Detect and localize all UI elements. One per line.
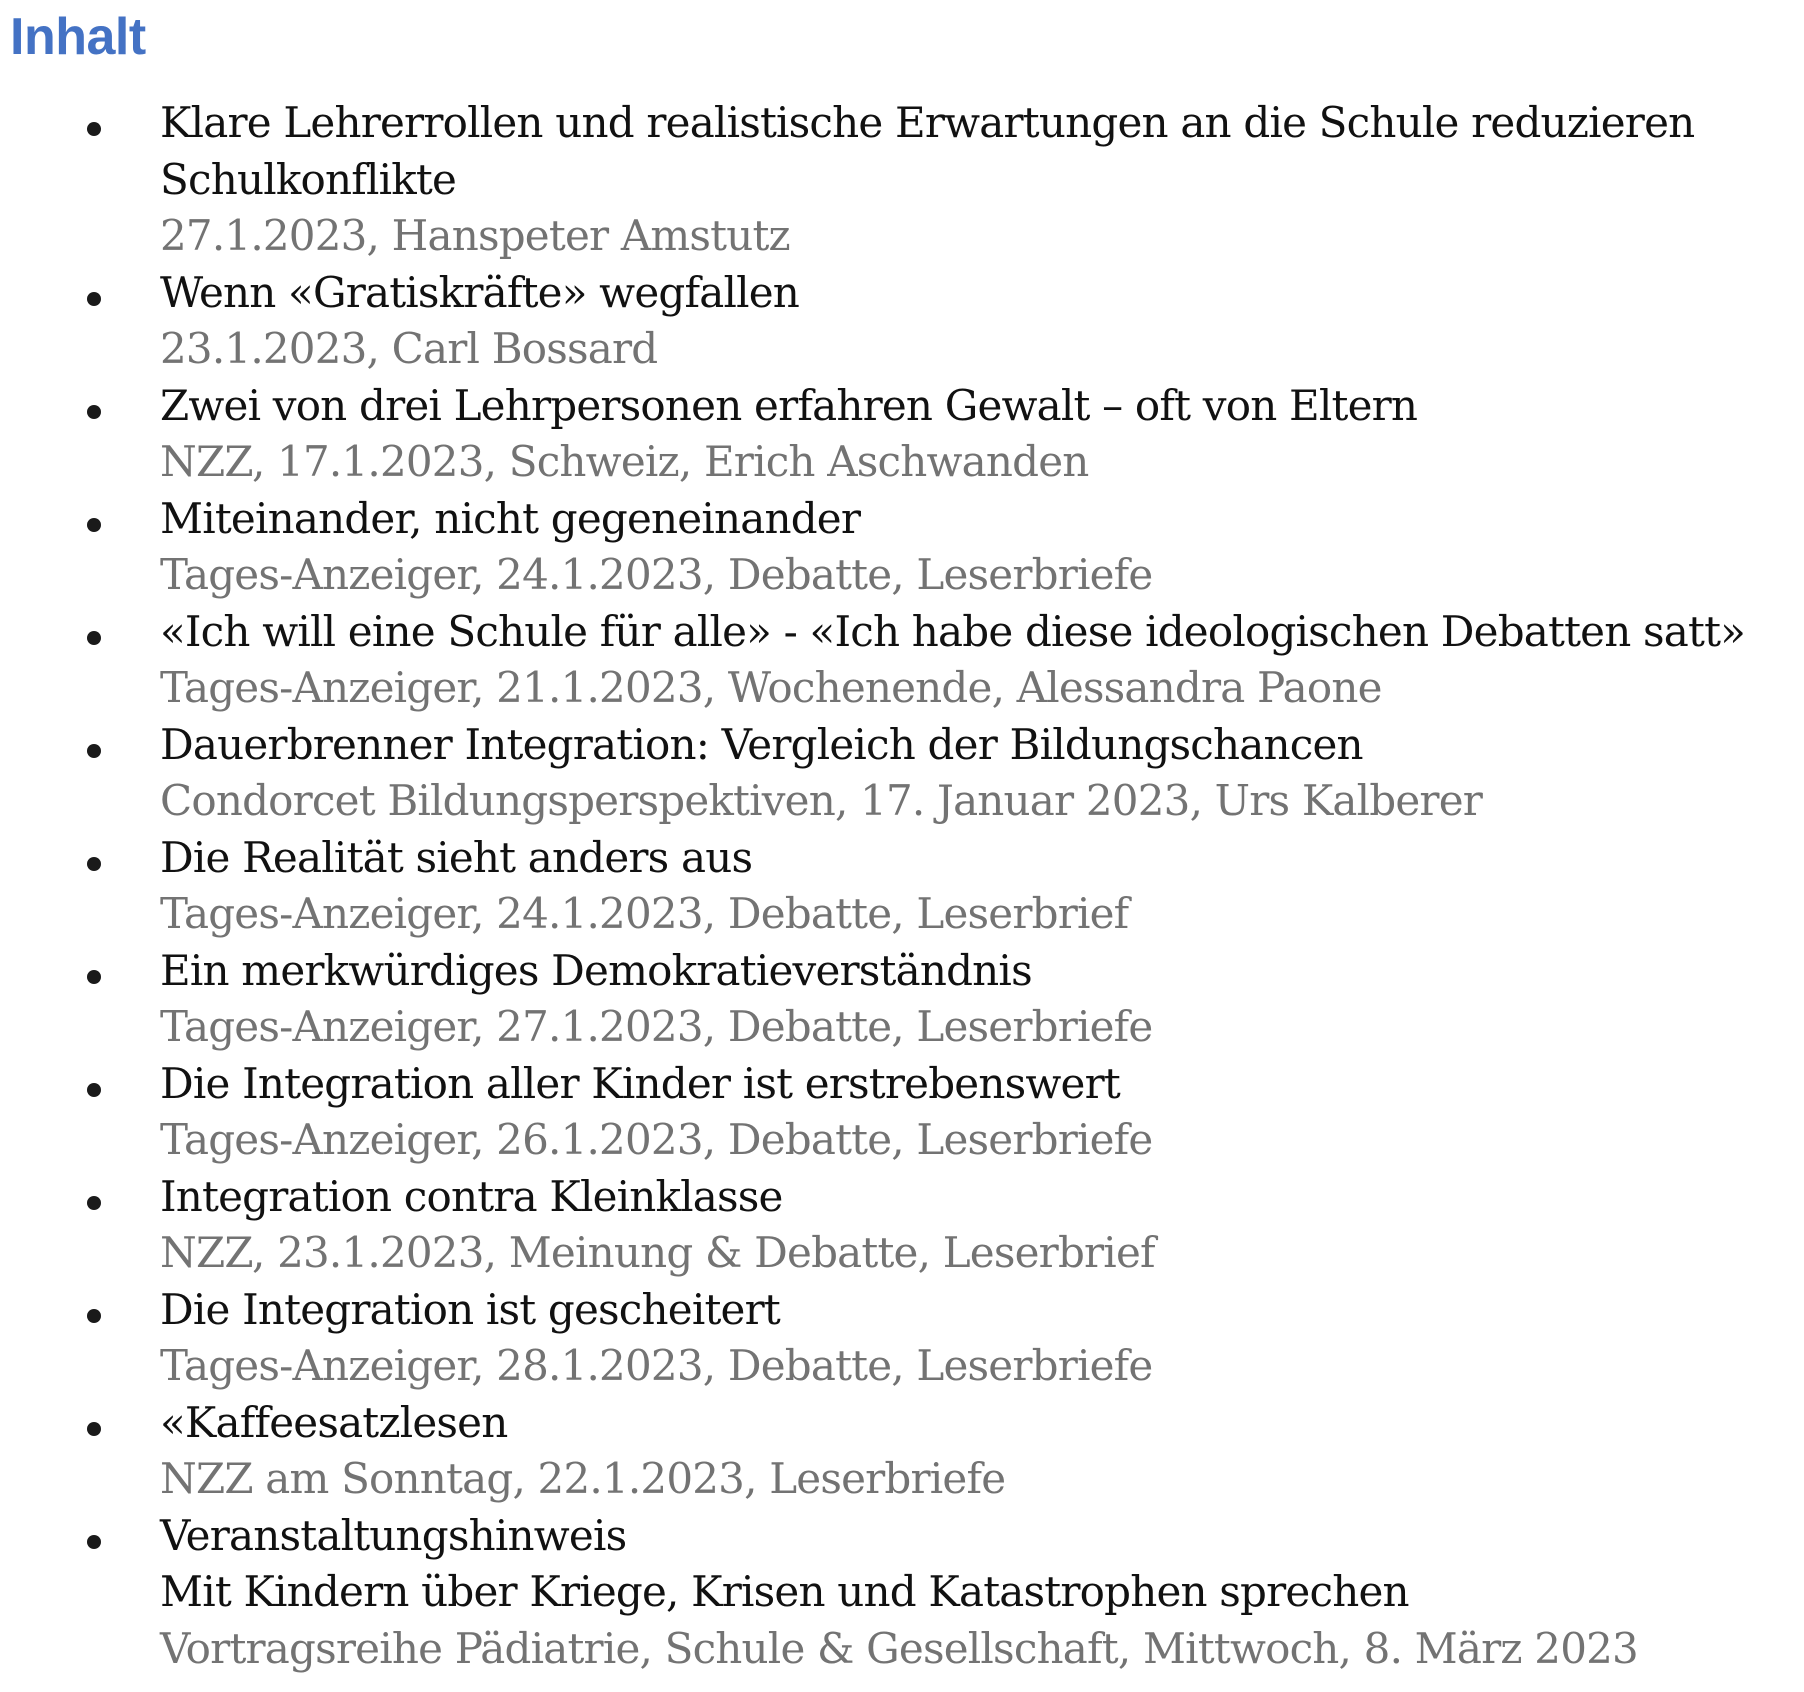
entry-meta: Tages-Anzeiger, 21.1.2023, Wochenende, Alessandra Paone [160, 663, 1382, 712]
toc-entry[interactable] [0, 830, 1804, 943]
bullet-icon [87, 122, 101, 136]
entry-meta: Tages-Anzeiger, 27.1.2023, Debatte, Leserbriefe [160, 1002, 1153, 1051]
bullet-icon [87, 292, 101, 306]
entry-meta: Tages-Anzeiger, 26.1.2023, Debatte, Leserbriefe [160, 1115, 1153, 1164]
entry-title-line[interactable]: Dauerbrenner Integration: Vergleich der Bildungschancen [160, 719, 1363, 769]
entry-title-line[interactable]: Schulkonflikte [160, 154, 457, 204]
bullet-icon [87, 857, 101, 871]
toc-entry[interactable] [0, 943, 1804, 1056]
toc-entry[interactable] [0, 378, 1804, 491]
entry-meta: NZZ am Sonntag, 22.1.2023, Leserbriefe [160, 1454, 1006, 1503]
bullet-icon [87, 970, 101, 984]
toc-heading: Inhalt [10, 8, 146, 66]
entry-meta: Vortragsreihe Pädiatrie, Schule & Gesellschaft, Mittwoch, 8. März 2023 [160, 1623, 1638, 1673]
entry-title-line[interactable]: Die Integration aller Kinder ist erstrebenswert [160, 1058, 1120, 1108]
toc-list [0, 95, 1804, 1677]
entry-title-line[interactable]: Wenn «Gratiskräfte» wegfallen [160, 267, 800, 317]
entry-meta: NZZ, 17.1.2023, Schweiz, Erich Aschwanden [160, 437, 1089, 486]
bullet-icon [87, 1196, 101, 1210]
entry-title-line[interactable]: Die Realität sieht anders aus [160, 832, 753, 882]
bullet-icon [87, 744, 101, 758]
entry-meta: 27.1.2023, Hanspeter Amstutz [160, 211, 790, 260]
toc-entry[interactable] [0, 1395, 1804, 1508]
entry-title-line[interactable]: Miteinander, nicht gegeneinander [160, 493, 861, 543]
bullet-icon [87, 518, 101, 532]
entry-title-line[interactable]: Veranstaltungshinweis [160, 1510, 627, 1560]
entry-title-line[interactable]: Klare Lehrerrollen und realistische Erwartungen an die Schule reduzieren [160, 98, 1695, 147]
bullet-icon [87, 1083, 101, 1097]
bullet-icon [87, 405, 101, 419]
entry-meta: Condorcet Bildungsperspektiven, 17. Januar 2023, Urs Kalberer [160, 776, 1483, 825]
bullet-icon [87, 631, 101, 645]
entry-meta: Tages-Anzeiger, 24.1.2023, Debatte, Leserbrief [160, 889, 1129, 938]
entry-title-line[interactable]: Integration contra Kleinklasse [160, 1171, 783, 1221]
toc-entry[interactable] [0, 1169, 1804, 1282]
entry-meta: Tages-Anzeiger, 28.1.2023, Debatte, Leserbriefe [160, 1341, 1153, 1390]
toc-entry[interactable] [0, 95, 1804, 265]
bullet-icon [87, 1535, 101, 1549]
bullet-icon [87, 1422, 101, 1436]
toc-entry[interactable] [0, 491, 1804, 604]
toc-entry[interactable] [0, 1056, 1804, 1169]
entry-meta: 23.1.2023, Carl Bossard [160, 324, 658, 373]
toc-entry[interactable] [0, 1282, 1804, 1395]
entry-meta: Tages-Anzeiger, 24.1.2023, Debatte, Leserbriefe [160, 550, 1153, 599]
toc-entry[interactable] [0, 717, 1804, 830]
entry-title-line[interactable]: «Ich will eine Schule für alle» - «Ich habe diese ideologischen Debatten satt» [160, 606, 1746, 656]
entry-title-line[interactable]: Die Integration ist gescheitert [160, 1284, 780, 1334]
toc-entry[interactable] [0, 604, 1804, 717]
entry-title-line[interactable]: Zwei von drei Lehrpersonen erfahren Gewalt – oft von Eltern [160, 380, 1418, 430]
entry-title-line[interactable]: Ein merkwürdiges Demokratieverständnis [160, 945, 1032, 995]
entry-title-line[interactable]: Mit Kindern über Kriege, Krisen und Katastrophen sprechen [160, 1567, 1409, 1616]
toc-entry[interactable] [0, 1508, 1804, 1678]
bullet-icon [87, 1309, 101, 1323]
entry-meta: NZZ, 23.1.2023, Meinung & Debatte, Leserbrief [160, 1228, 1155, 1277]
toc-entry[interactable] [0, 265, 1804, 378]
entry-title-line[interactable]: «Kaffeesatzlesen [160, 1397, 508, 1447]
